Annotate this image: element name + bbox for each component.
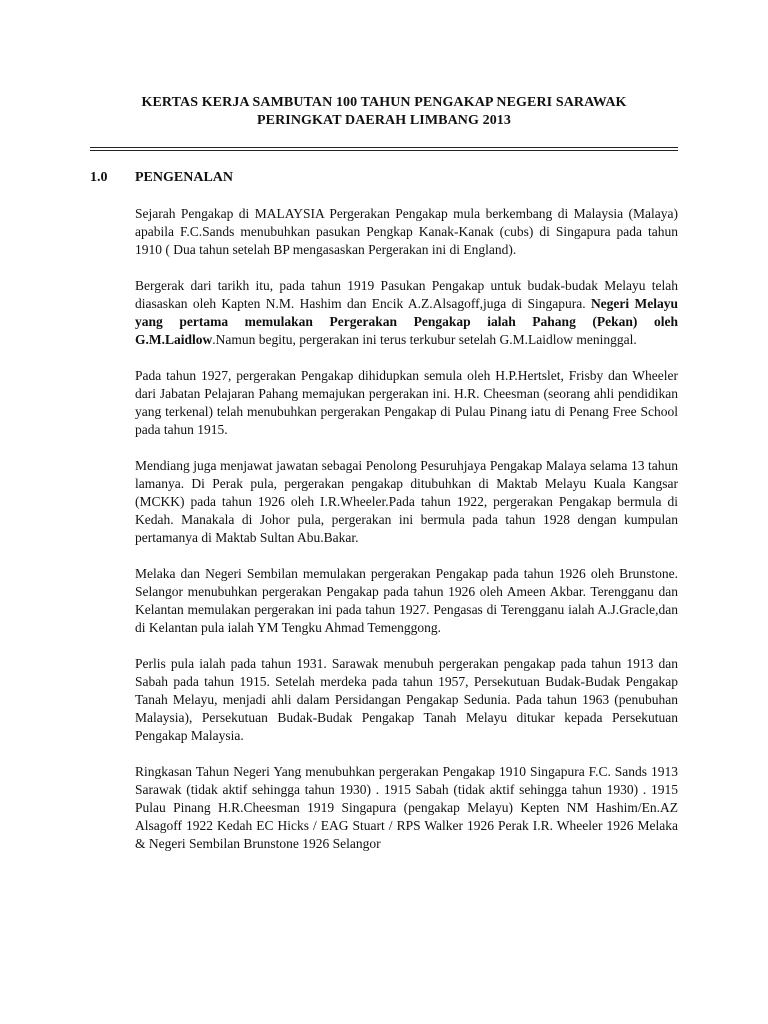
paragraph: Mendiang juga menjawat jawatan sebagai Penolong Pesuruhjaya Pengakap Malaya selama 13 tahun lamanya. Di Perak pula, pergerakan pengakap ditubuhkan di Maktab Melayu Kuala Kangsar (MCKK) pada tahun 1926 oleh I.R.Wheeler.Pada tahun 1922, pergerakan Pengakap bermula di Kedah. Manakala di Johor pula, pergerakan ini bermula pada tahun 1928 dengan kumpulan pertamanya di Maktab Sultan Abu.Bakar. <box>135 458 678 545</box>
paragraph: Ringkasan Tahun Negeri Yang menubuhkan pergerakan Pengakap 1910 Singapura F.C. Sands 1913 Sarawak (tidak aktif sehingga tahun 1930) . 1915 Sabah (tidak aktif sehingga tahun 1930) . 1915 Pulau Pinang H.R.Cheesman 1919 Singapura (pengakap Melayu) Kepten NM Hashim/En.AZ Alsagoff 1922 Kedah EC Hicks / EAG Stuart / RPS Walker 1926 Perak I.R. Wheeler 1926 Melaka & Negeri Sembilan Brunstone 1926 Selangor <box>135 764 678 851</box>
paragraph: Perlis pula ialah pada tahun 1931. Sarawak menubuh pergerakan pengakap pada tahun 1913 dan Sabah pada tahun 1915. Setelah merdeka pada tahun 1957, Persekutuan Budak-Budak Pengakap Tanah Melayu, menjadi ahli dalam Persidangan Pengakap Sedunia. Pada tahun 1963 (penubuhan Malaysia), Persekutuan Budak-Budak Pengakap Tanah Melayu ditukar kepada Persekutuan Pengakap Malaysia. <box>135 656 678 743</box>
section-title: PENGENALAN <box>135 170 234 185</box>
paragraph: Pada tahun 1927, pergerakan Pengakap dihidupkan semula oleh H.P.Hertslet, Frisby dan Wheeler dari Jabatan Pelajaran Pahang memajukan pergerakan ini. H.R. Cheesman (seorang ahli pendidikan yang terkenal) telah menubuhkan pergerakan Pengakap di Pulau Pinang iatu di Penang Free School pada tahun 1915. <box>135 368 678 437</box>
document-title <box>90 94 678 130</box>
section-body <box>135 205 678 871</box>
paragraph-bold-text: Negeri Melayu yang pertama memulakan Pergerakan Pengakap ialah Pahang (Pekan) oleh G.M.Laidlow <box>135 296 679 347</box>
document-title-line-2: PERINGKAT DAERAH LIMBANG 2013 <box>256 113 511 128</box>
paragraph: Melaka dan Negeri Sembilan memulakan pergerakan Pengakap pada tahun 1926 oleh Brunstone. Selangor menubuhkan pergerakan Pengakap pada tahun 1926 oleh Ameen Akbar. Terengganu dan Kelantan memulakan pergerakan ini pada tahun 1927. Pengasas di Terengganu ialah A.J.Gracle,dan di Kelantan pula ialah YM Tengku Ahmad Temenggong. <box>135 566 678 635</box>
title-divider-top <box>90 147 678 148</box>
paragraph <box>135 277 678 349</box>
paragraph-text: .Namun begitu, pergerakan ini terus terkubur setelah G.M.Laidlow meninggal. <box>212 332 637 347</box>
title-divider-bottom <box>90 150 678 151</box>
paragraph: Sejarah Pengakap di MALAYSIA Pergerakan Pengakap mula berkembang di Malaysia (Malaya) apabila F.C.Sands menubuhkan pasukan Pengkap Kanak-Kanak (cubs) di Singapura pada tahun 1910 ( Dua tahun setelah BP mengasaskan Pergerakan ini di England). <box>135 206 678 257</box>
paragraph-text: Bergerak dari tarikh itu, pada tahun 1919 Pasukan Pengakap untuk budak-budak Melayu telah diasaskan oleh Kapten N.M. Hashim dan Encik A.Z.Alsagoff,juga di Singapura. <box>135 278 678 311</box>
section-number: 1.0 <box>90 170 108 185</box>
document-title-line-1: KERTAS KERJA SAMBUTAN 100 TAHUN PENGAKAP NEGERI SARAWAK <box>141 95 627 110</box>
